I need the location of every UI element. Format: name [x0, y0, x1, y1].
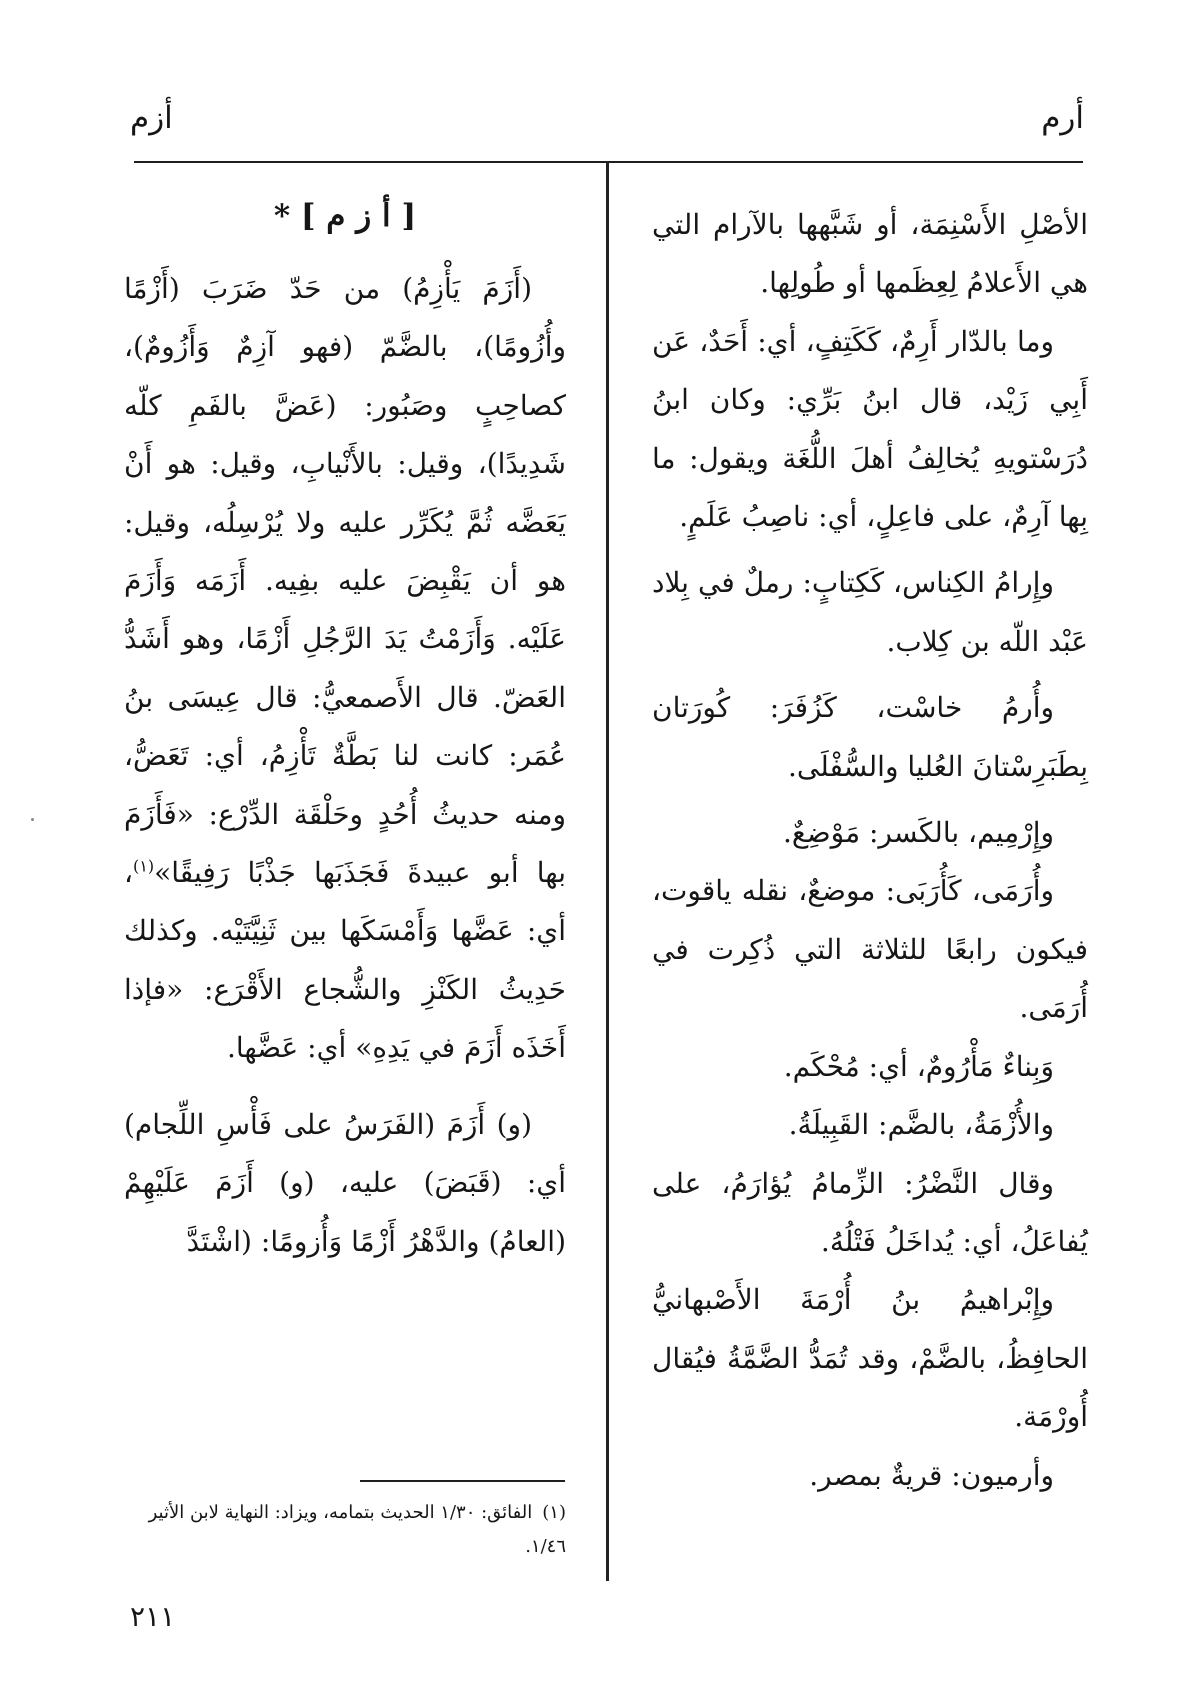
running-head-right: أرم [1041, 100, 1084, 136]
entry-text: ، أي: عَضَّها وَأَمْسَكَها بين ثَنِيَّتَيْه. وكذلك حَدِيثُ الكَنْزِ والشُّجاع الأَقْرَع: «فإذا أَخَذَه أَزَمَ في يَدِهِ» أي: عَضَّها. [124, 856, 566, 1065]
page-number: ٢١١ [130, 1600, 176, 1633]
paragraph: وإِبْراهيمُ بنُ أُرْمَةَ الأَصْبهانيُّ الحافِظُ، بالضَّمْ، وقد تُمَدُّ الضَّمَّةُ فيُقال أُورْمَة. [652, 1283, 1088, 1434]
right-column [652, 196, 1088, 1505]
footnote-number: (١) [542, 1502, 566, 1523]
entry-text: (أَزَمَ يَأْزِمُ) من حَدّ ضَرَبَ (أَزْمًا وأُزُومًا)، بالضَّمّ (فهو آزِمٌ وَأَزُومٌ)، كصاحِبٍ وصَبُور: (عَضَّ بالفَمِ كلّه شَدِيدًا)، وقيل: بالأَنْيابِ، وقيل: هو أَنْ يَعَضَّه ثُمَّ يُكَرِّر عليه ولا يُرْسِلُه، وقيل: هو أن يَقْبِضَ عليه بفِيه. أَزَمَه وَأَزَمَ عَلَيْه. وَأَزَمْتُ يَدَ الرَّجُلِ أَزْمًا، وهو أَشَدُّ العَضّ. قال الأَصمعيُّ: قال عِيسَى بنُ عُمَر: كانت لنا بَطَّةٌ تَأْزِمُ، أي: تَعَضُّ، ومنه حديثُ أُحُدٍ وحَلْقَة الدِّرْع: «فَأَزَمَ بها أبو عبيدةَ فَجَذَبَها جَذْبًا رَفِيقًا» [124, 272, 566, 890]
footnote-text: الفائق: ١/٣٠ الحديث بتمامه، ويزاد: النهاية لابن الأثير ١/٤٦. [148, 1502, 566, 1557]
paragraph: وإِرْمِيم، بالكَسر: مَوْضِعٌ. [783, 816, 1054, 850]
footnote-marker: (١) [133, 856, 155, 876]
column-divider [606, 161, 609, 1581]
entry-paragraph: (و) أَزَمَ (الفَرَسُ على فَأْسِ اللِّجام) أي: (قَبَضَ) عليه، (و) أَزَمَ عَلَيْهِمْ (العامُ) والدَّهْرُ أَزْمًا وَأُزومًا: (اشْتَدَّ [124, 1107, 566, 1258]
footnote-rule [360, 1480, 565, 1482]
paragraph: وما بالدّار أَرِمٌ، كَكَتِفٍ، أي: أَحَدٌ، عَن أَبِي زَيْد، قال ابنُ بَرِّي: وكان ابنُ دُرَسْتويهِ يُخالِفُ أهلَ اللُّغَة ويقول: ما بِها آرِمٌ، على فاعِلٍ، أي: ناصِبُ عَلَمٍ. [652, 324, 1088, 534]
paragraph: وأُرمُ خاسْت، كَزُفَرَ: كُورَتان بِطَبَرِسْتانَ العُليا والسُّفْلَى. [652, 691, 1088, 783]
paragraph: وأُرَمَى، كَأُرَبَى: موضعٌ، نقله ياقوت، فيكون رابعًا للثلاثة التي ذُكِرت في أُرَمَى. [652, 874, 1088, 1025]
paragraph: وإِرامُ الكِناس، كَكِتابٍ: رملٌ في بِلاد عَبْد اللّه بن كِلاب. [652, 566, 1088, 658]
entry-paragraph [124, 260, 566, 1078]
entry-heading: [ أ ز م ] * [273, 198, 417, 234]
running-head-left: أزم [130, 100, 173, 136]
paragraph: الأصْلِ الأَسْنِمَة، أو شَبَّهها بالآرام التي هي الأَعلامُ لِعِظَمها أو طُولِها. [652, 208, 1088, 300]
paragraph: والأُزْمَةُ، بالضَّم: القَبِيلَةُ. [788, 1108, 1054, 1142]
left-column [124, 196, 566, 1271]
scan-speck [31, 818, 34, 821]
paragraph: وَبِناءٌ مَأْرُومٌ، أي: مُحْكَم. [783, 1049, 1054, 1083]
paragraph: وقال النَّضْرُ: الزِّمامُ يُؤارَمُ، على يُفاعَلُ، أي: يُداخَلُ فَتْلُهُ. [652, 1166, 1088, 1258]
footnote [128, 1496, 566, 1564]
paragraph: وأرميون: قريةٌ بمصر. [809, 1458, 1054, 1492]
